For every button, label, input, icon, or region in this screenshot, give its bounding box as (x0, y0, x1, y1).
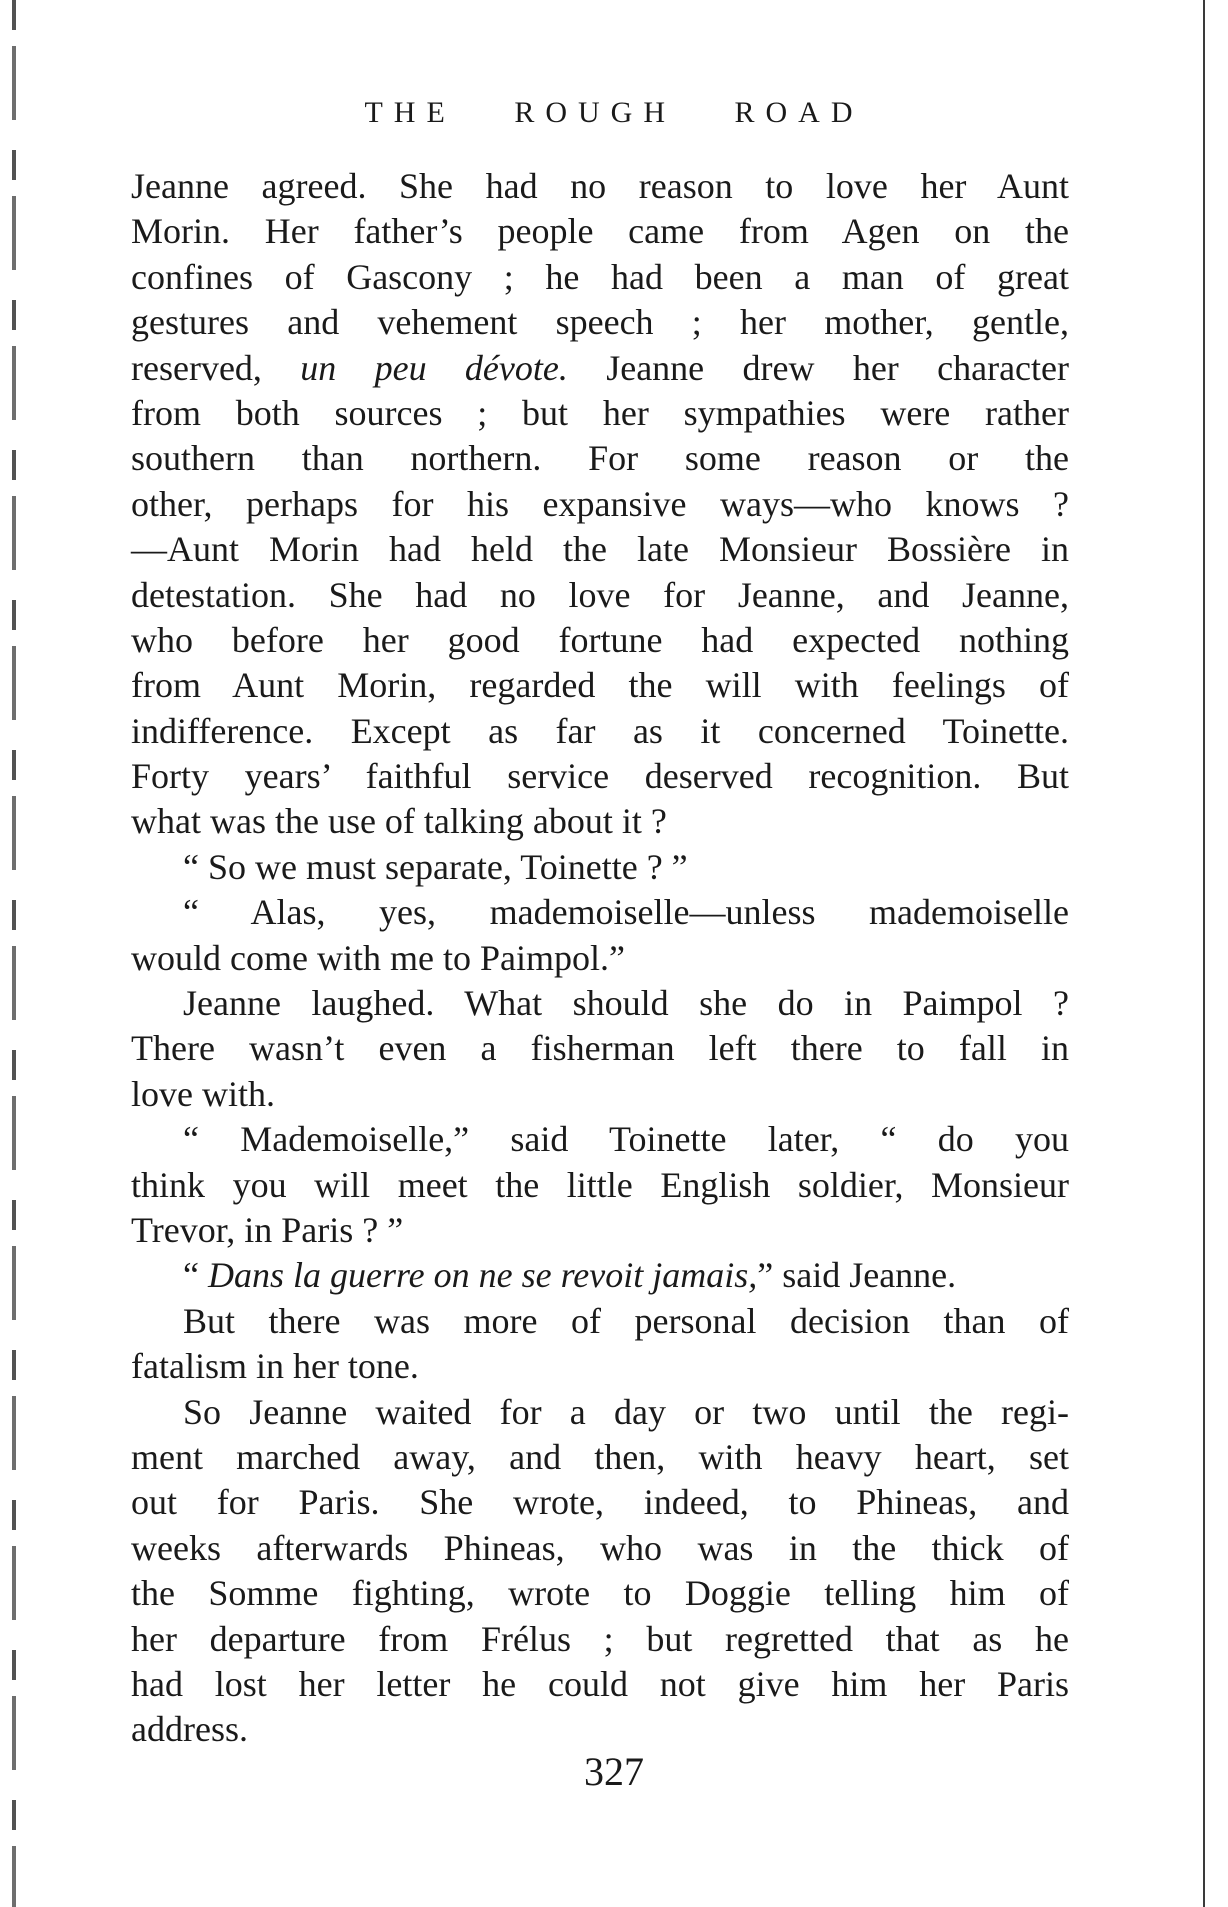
text-line: love with. (131, 1073, 275, 1114)
text-line: from both sources ; but her sympathies were rather (131, 392, 1069, 433)
text-line: indifference. Except as far as it concerned Toinette. (131, 710, 1069, 751)
page-edge-line (1203, 0, 1205, 1907)
text-line: “ Mademoiselle,” said Toinette later, “ do you (183, 1119, 1069, 1160)
text-line: out for Paris. She wrote, indeed, to Phineas, and (131, 1482, 1069, 1523)
text-line: —Aunt Morin had held the late Monsieur Bossière in (131, 529, 1069, 570)
body-text (131, 164, 1069, 1753)
text-line: the Somme fighting, wrote to Doggie telling him of (131, 1573, 1069, 1614)
text-run: “ (183, 1255, 208, 1296)
text-line: Morin. Her father’s people came from Agen on the (131, 211, 1069, 252)
text-line: Jeanne agreed. She had no reason to love her Aunt (131, 166, 1069, 206)
text-line: So Jeanne waited for a day or two until the regi- (183, 1391, 1069, 1432)
text-run: Jeanne drew her character (567, 347, 1069, 388)
text-run: ” said Jeanne. (757, 1255, 957, 1296)
text-line: There wasn’t even a fisherman left there to fall in (131, 1028, 1069, 1069)
text-line: gestures and vehement speech ; her mother, gentle, (131, 302, 1069, 343)
running-head (0, 96, 1228, 130)
italic-phrase: un peu dévote. (300, 347, 568, 388)
text-line: what was the use of talking about it ? (131, 801, 667, 842)
scan-gutter-edge (12, 0, 16, 1907)
running-head-word: THE (364, 96, 456, 129)
text-line (131, 346, 1069, 391)
text-line: other, perhaps for his expansive ways—who knows ? (131, 483, 1069, 524)
text-line: weeks afterwards Phineas, who was in the thick of (131, 1527, 1069, 1568)
text-line: detestation. She had no love for Jeanne, and Jeanne, (131, 574, 1069, 615)
text-line: from Aunt Morin, regarded the will with feelings of (131, 665, 1069, 706)
text-line: think you will meet the little English soldier, Monsieur (131, 1164, 1069, 1205)
text-line (131, 1253, 1069, 1298)
text-line: southern than northern. For some reason or the (131, 438, 1069, 479)
text-line: Trevor, in Paris ? ” (131, 1209, 404, 1250)
text-line: address. (131, 1709, 248, 1750)
text-line: “ Alas, yes, mademoiselle—unless mademoiselle (183, 892, 1069, 933)
text-line: confines of Gascony ; he had been a man of great (131, 256, 1069, 297)
text-line: who before her good fortune had expected nothing (131, 619, 1069, 660)
text-line: had lost her letter he could not give him her Paris (131, 1663, 1069, 1704)
italic-phrase: Dans la guerre on ne se revoit jamais, (207, 1255, 758, 1296)
running-head-word: ROUGH (514, 96, 676, 129)
text-line: fatalism in her tone. (131, 1346, 419, 1387)
text-line: Forty years’ faithful service deserved recognition. But (131, 756, 1069, 797)
running-head-word: ROAD (734, 96, 864, 129)
text-line: “ So we must separate, Toinette ? ” (183, 846, 688, 887)
text-run: reserved, (131, 347, 301, 388)
text-line: her departure from Frélus ; but regretted that as he (131, 1618, 1069, 1659)
text-line: would come with me to Paimpol.” (131, 937, 625, 978)
text-line: But there was more of personal decision than of (183, 1300, 1069, 1341)
page-number: 327 (584, 1749, 644, 1794)
text-line: ment marched away, and then, with heavy heart, set (131, 1436, 1069, 1477)
text-line: Jeanne laughed. What should she do in Paimpol ? (183, 983, 1069, 1024)
